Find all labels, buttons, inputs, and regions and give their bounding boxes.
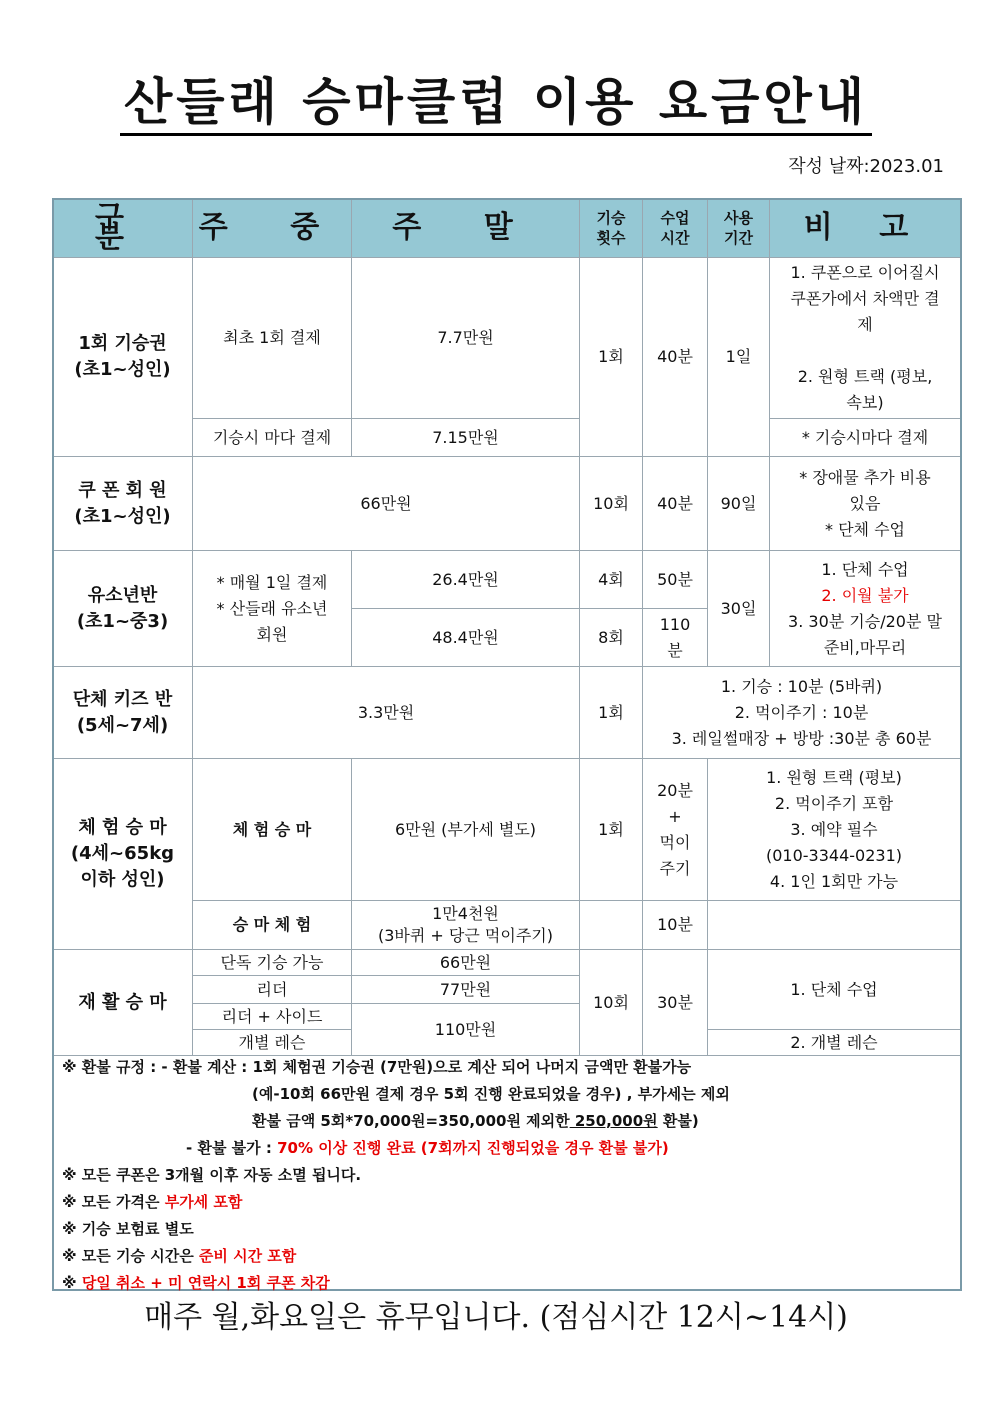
period-cell: 30일 [708,551,770,667]
weekday-cell: 승 마 체 험 [193,901,352,950]
category-rehab: 재 활 승 마 [53,950,193,1056]
header-weekday: 주 중 [193,199,352,258]
header-notes: 비 고 [770,199,961,258]
category-trial: 체 험 승 마 (4세~65kg 이하 성인) [53,759,193,950]
weekday-cell: 기승시 마다 결제 [193,419,352,457]
notes-cell [708,901,961,950]
time-cell: 40분 [643,457,708,551]
refund-policy-line: ※ 환불 규정 : - 환불 계산 : 1회 체험권 기승권 (7만원)으로 계산 되어 나머지 금액만 환불가능 [62,1058,692,1076]
note-coupon-expiry: ※ 모든 쿠폰은 3개월 이후 자동 소멸 됩니다. [62,1166,362,1184]
time-cell: 50분 [643,551,708,609]
price-cell: 77만원 [352,976,580,1004]
rides-cell: 1회 [580,258,643,457]
category-single: 1회 기승권 (초1~성인) [53,258,193,457]
weekday-cell: 리더 [193,976,352,1004]
notes-cell: * 장애물 추가 비용 있음 * 단체 수업 [770,457,961,551]
notes-cell: 1. 원형 트랙 (평보) 2. 먹이주기 포함 3. 예약 필수 (010-3344-0231) 4. 1인 1회만 가능 [708,759,961,901]
price-cell: 7.7만원 [352,258,580,419]
table-row [53,457,961,551]
weekday-cell: 리더 + 사이드 [193,1004,352,1030]
rides-cell: 10회 [580,950,643,1056]
table-row [53,258,961,419]
price-cell: 7.15만원 [352,419,580,457]
rides-cell [580,901,643,950]
header-rides: 기승 횟수 [580,199,643,258]
table-row [53,950,961,976]
notes-cell: 1. 단체 수업 [708,950,961,1030]
table-row [53,759,961,901]
weekday-cell: 체 험 승 마 [193,759,352,901]
time-cell: 40분 [643,258,708,457]
weekday-cell: 개별 레슨 [193,1030,352,1056]
table-row [53,667,961,759]
time-cell: 10분 [643,901,708,950]
written-date: 작성 날짜:2023.01 [788,156,944,177]
rides-cell: 4회 [580,551,643,609]
price-cell: 66만원 [193,457,580,551]
header-period: 사용 기간 [708,199,770,258]
header-lesson-time: 수업 시간 [643,199,708,258]
page-title: 산들래 승마클럽 이용 요금안내 [0,62,992,134]
refund-amount-line: 환불 금액 5회*70,000원=350,000원 제외한 250,000원 환불) [252,1112,699,1130]
notes-cell: 2. 개별 레슨 [708,1030,961,1056]
rides-cell: 1회 [580,667,643,759]
category-youth: 유소년반 (초1~중3) [53,551,193,667]
rides-cell: 8회 [580,609,643,667]
refund-example-line: (예-10회 66만원 결제 경우 5회 진행 완료되었을 경우) , 부가세는 제외 [252,1085,730,1103]
time-cell: 30분 [643,950,708,1056]
price-cell: 1만4천원 (3바퀴 + 당근 먹이주기) [352,901,580,950]
notes-cell: 1. 쿠폰으로 이어질시 쿠폰가에서 차액만 결 제 2. 원형 트랙 (평보, 속보) [770,258,961,419]
header-weekend: 주 말 [352,199,580,258]
note-prep-time: ※ 모든 기승 시간은 준비 시간 포함 [62,1247,297,1265]
price-cell: 48.4만원 [352,609,580,667]
notes-cell: 1. 기승 : 10분 (5바퀴) 2. 먹이주기 : 10분 3. 레일썰매장 + 방방 :30분 총 60분 [643,667,961,759]
header-category: 구 분 [53,199,193,258]
note-insurance: ※ 기승 보험료 별도 [62,1220,194,1238]
price-cell: 66만원 [352,950,580,976]
category-kids: 단체 키즈 반 (5세~7세) [53,667,193,759]
period-cell: 90일 [708,457,770,551]
price-cell: 26.4만원 [352,551,580,609]
price-cell: 110만원 [352,1004,580,1056]
price-cell: 6만원 (부가세 별도) [352,759,580,901]
note-cancellation: ※ 당일 취소 + 미 연락시 1회 쿠폰 차감 [62,1274,330,1292]
closed-days-footer: 매주 월,화요일은 휴무입니다. (점심시간 12시~14시) [144,1300,848,1335]
table-header-row [53,199,961,258]
category-coupon: 쿠 폰 회 원 (초1~성인) [53,457,193,551]
notes-cell: 1. 단체 수업 2. 이월 불가 3. 30분 기승/20분 말 준비,마무리 [770,551,961,667]
fee-table [52,198,961,1056]
notes-cell: * 기승시마다 결제 [770,419,961,457]
rides-cell: 1회 [580,759,643,901]
price-cell: 3.3만원 [193,667,580,759]
table-row [53,551,961,609]
time-cell: 20분 + 먹이 주기 [643,759,708,901]
weekday-cell: 단독 기승 가능 [193,950,352,976]
weekday-cell: 최초 1회 결제 [193,258,352,419]
rides-cell: 10회 [580,457,643,551]
note-vat: ※ 모든 가격은 부가세 포함 [62,1193,243,1211]
weekday-cell: * 매월 1일 결제 * 산들래 유소년 회원 [193,551,352,667]
period-cell: 1일 [708,258,770,457]
time-cell: 110 분 [643,609,708,667]
notes-section [62,1054,952,1297]
refund-not-allowed-line: - 환불 불가 : 70% 이상 진행 완료 (7회까지 진행되었을 경우 환불 불가) [186,1139,669,1157]
